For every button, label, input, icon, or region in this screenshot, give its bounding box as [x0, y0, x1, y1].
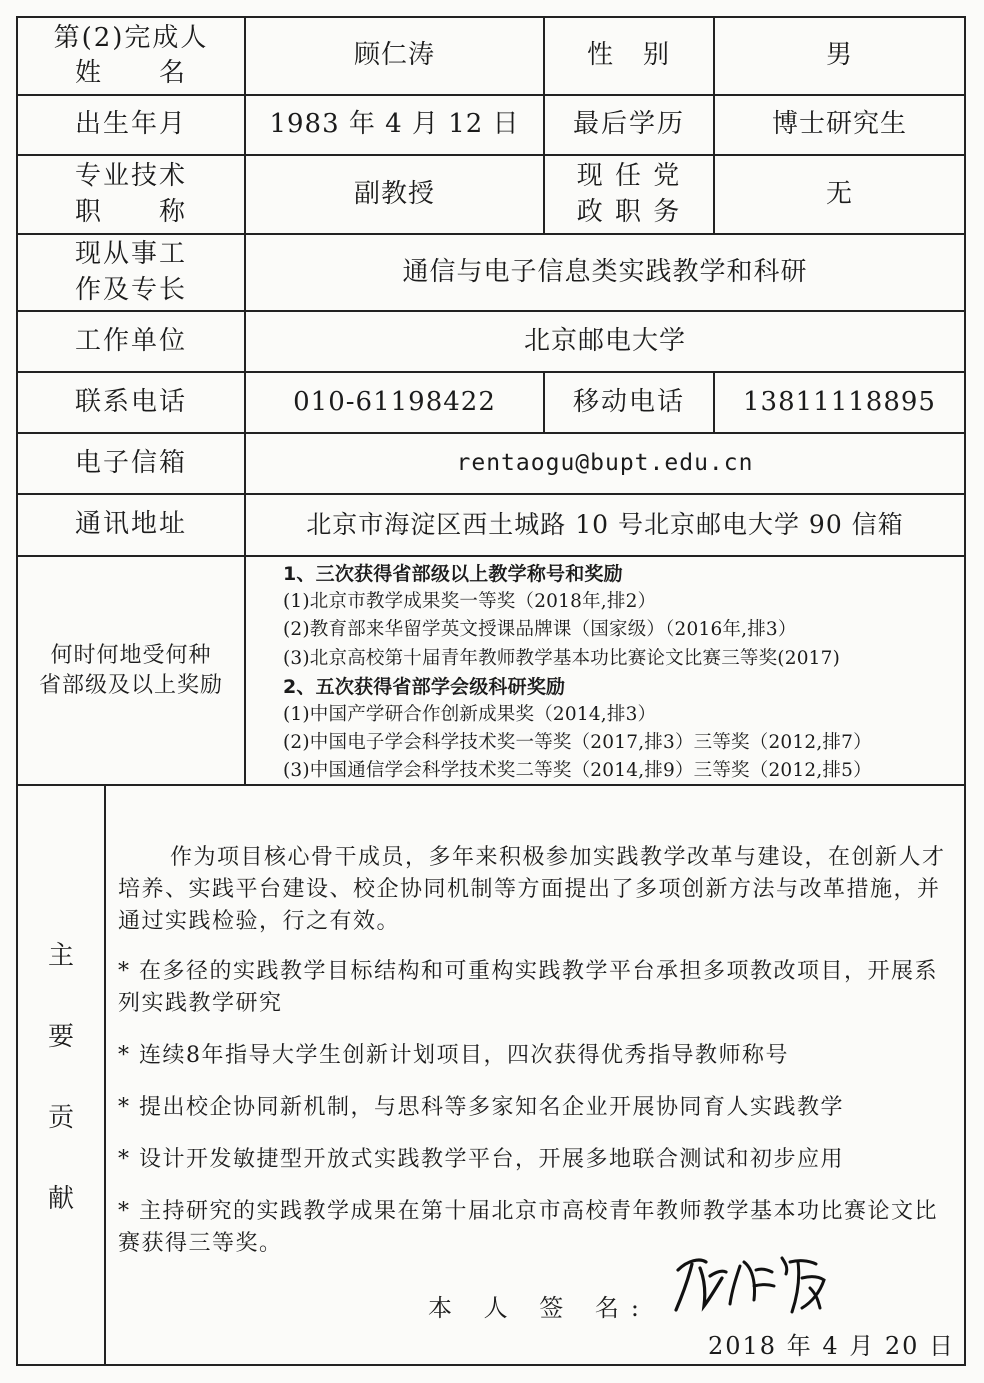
award-item: (3)中国通信学会科学技术奖二等奖（2014,排9）三等奖（2012,排5）	[283, 760, 872, 782]
party-label-line1: 现 任 党	[576, 161, 682, 192]
gender-value: 男	[825, 40, 853, 71]
party-label-line2: 政 职 务	[576, 196, 682, 227]
award-item: (1)北京市教学成果奖一等奖（2018年,排2）	[283, 591, 657, 613]
address-label: 通讯地址	[74, 509, 187, 540]
contribution-bullet: * 在多径的实践教学目标结构和可重构实践教学平台承担多项教改项目，开展系列实践教学研究	[118, 959, 938, 1016]
birth-label: 出生年月	[74, 109, 187, 140]
name-label-line1: 第(2)完成人	[53, 22, 209, 53]
phone-label: 联系电话	[74, 386, 187, 417]
birth-value: 1983 年 4 月 12 日	[269, 109, 520, 140]
contribution-label-char: 要	[47, 1022, 74, 1052]
org-value: 北京邮电大学	[523, 325, 686, 356]
party-label	[545, 156, 713, 233]
mobile-label: 移动电话	[572, 386, 685, 417]
name-label-line2: 姓 名	[74, 58, 187, 88]
address-value: 北京市海淀区西土城路 10 号北京邮电大学 90 信箱	[306, 510, 904, 540]
title-label-line1: 专业技术	[74, 161, 187, 192]
awards-label-line1: 何时何地受何种	[50, 642, 212, 668]
gender-label: 性 别	[586, 40, 671, 71]
awards-label	[18, 557, 244, 784]
email-label: 电子信箱	[74, 447, 187, 478]
awards-list	[283, 560, 953, 786]
contribution-text	[118, 842, 948, 1280]
awards-heading-teaching: 1、三次获得省部级以上教学称号和奖励	[283, 563, 623, 585]
signature-date: 2018 年 4 月 20 日	[708, 1332, 956, 1360]
award-item: (1)中国产学研合作创新成果奖（2014,排3）	[283, 704, 657, 726]
contribution-bullet: * 提出校企协同新机制，与思科等多家知名企业开展协同育人实践教学	[118, 1095, 844, 1120]
degree-label: 最后学历	[572, 109, 685, 140]
contribution-label-char: 贡	[47, 1103, 74, 1133]
party-value: 无	[825, 178, 853, 209]
title-value: 副教授	[353, 178, 435, 209]
email-value: rentaogu@bupt.edu.cn	[456, 449, 754, 476]
mobile-value: 13811118895	[743, 386, 936, 417]
contribution-bullet: * 设计开发敏捷型开放式实践教学平台，开展多地联合测试和初步应用	[118, 1147, 844, 1172]
award-item: (3)北京高校第十届青年教师教学基本功比赛论文比赛三等奖(2017)	[283, 647, 841, 669]
field-value: 通信与电子信息类实践教学和科研	[402, 256, 808, 287]
degree-value: 博士研究生	[771, 109, 907, 140]
contribution-bullet: * 主持研究的实践教学成果在第十届北京市高校青年教师教学基本功比赛论文比赛获得三等奖。	[118, 1199, 938, 1256]
contribution-label-char: 主	[47, 941, 74, 971]
col-divider	[104, 784, 106, 1366]
name-value: 顾仁涛	[353, 40, 435, 71]
title-label-line2: 职 称	[74, 196, 187, 227]
name-label	[18, 18, 244, 94]
phone-value: 010-61198422	[293, 386, 496, 417]
contribution-bullet: * 连续8年指导大学生创新计划项目，四次获得优秀指导教师称号	[118, 1043, 789, 1068]
contribution-intro: 作为项目核心骨干成员，多年来积极参加实践教学改革与建设，在创新人才培养、实践平台建设、校企协同机制等方面提出了多项创新方法与改革措施，并通过实践检验，行之有效。	[118, 845, 946, 934]
award-item: (2)教育部来华留学英文授课品牌课（国家级）（2016年,排3）	[283, 619, 797, 641]
awards-label-line2: 省部级及以上奖励	[38, 672, 223, 698]
contribution-label-char: 献	[47, 1184, 74, 1214]
field-label-line1: 现从事工	[74, 239, 187, 270]
award-item: (2)中国电子学会科学技术奖一等奖（2017,排3）三等奖（2012,排7）	[283, 732, 872, 754]
awards-heading-research: 2、五次获得省部学会级科研奖励	[283, 675, 566, 698]
title-label	[18, 156, 244, 233]
field-label	[18, 235, 244, 310]
contribution-label	[18, 786, 104, 1364]
handwritten-signature	[670, 1248, 830, 1318]
org-label: 工作单位	[74, 325, 187, 356]
signature-label: 本 人 签 名:	[428, 1294, 651, 1322]
field-label-line2: 作及专长	[74, 274, 187, 305]
